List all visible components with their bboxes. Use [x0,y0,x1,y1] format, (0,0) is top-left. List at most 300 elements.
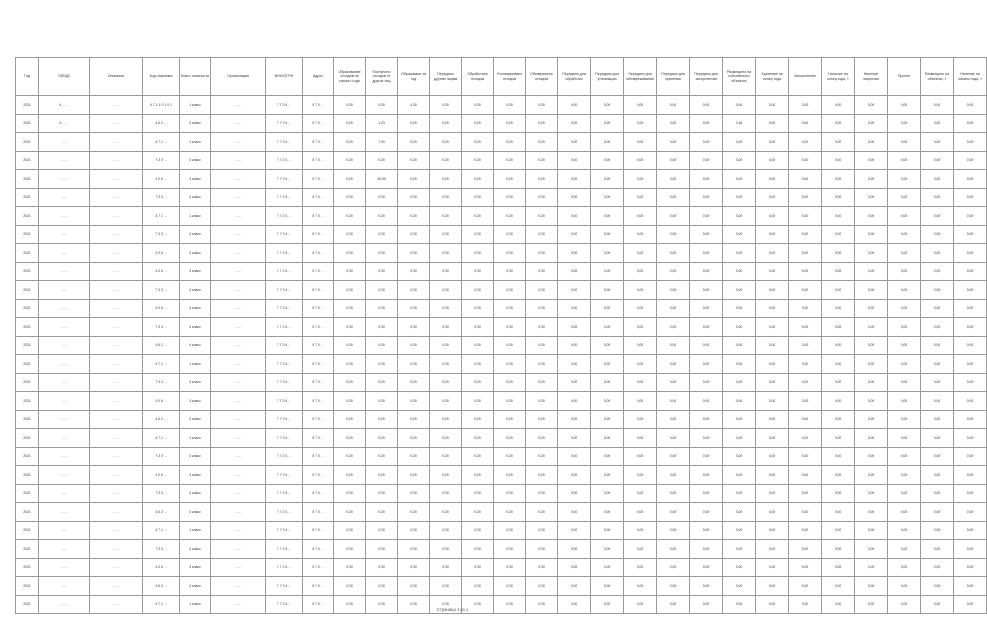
table-cell: 2021 [16,410,39,429]
table-cell: 0,00 [398,188,430,207]
table-cell: 4 7 1 ... [143,521,180,540]
table-cell: 0,00 [888,503,921,522]
table-cell: 4 класс [180,336,211,355]
table-cell: ... ... [39,225,90,244]
table-cell: 5 7 0 ... [303,281,334,300]
table-cell: 0,00 [921,373,954,392]
column-header: Описание [90,58,143,96]
table-cell: 0,00 [334,521,366,540]
table-cell: 7 7 0 4 ... [266,262,303,281]
table-cell: ... ... [211,225,266,244]
table-cell: 0,00 [657,133,690,152]
table-cell: ... ... [39,207,90,226]
table-cell: 0,00 [526,595,558,614]
table-cell: 7 3 3 ... [143,318,180,337]
table-cell: 3 класс [180,466,211,485]
column-header: Передано другим лицам [430,58,462,96]
table-cell: 0,00 [334,133,366,152]
table-cell: ... ... [39,373,90,392]
table-cell: 0,00 [690,244,723,263]
table-cell: 7 7 0 4 ... [266,503,303,522]
table-row [16,151,987,170]
table-cell: 0,00 [398,299,430,318]
table-cell: ... ... [211,188,266,207]
table-cell: 0,00 [657,281,690,300]
table-cell: 0,00 [723,410,756,429]
table-cell: 0,00 [494,558,526,577]
table-cell: 0,00 [494,281,526,300]
table-cell: 0,00 [657,262,690,281]
table-cell: 0,00 [921,207,954,226]
table-cell: 0,00 [526,114,558,133]
table-cell: 0,00 [954,299,987,318]
table-cell: 0,00 [494,170,526,189]
table-cell: 0,00 [921,577,954,596]
table-cell: 2021 [16,225,39,244]
table-cell: 0,00 [398,429,430,448]
table-cell: 0,00 [558,355,591,374]
table-cell: 0,00 [558,558,591,577]
table-cell: 0,00 [954,96,987,115]
table-cell: 0,00 [334,336,366,355]
table-cell: 0,00 [954,595,987,614]
table-cell: 0,00 [430,114,462,133]
table-cell: 0,00 [591,410,624,429]
table-cell: 0,00 [591,96,624,115]
table-cell: 0,00 [398,225,430,244]
table-row [16,558,987,577]
table-row [16,96,987,115]
table-cell: 5 7 0 ... [303,466,334,485]
table-cell: 4 7 1 ... [143,355,180,374]
table-cell: 0,00 [855,151,888,170]
table-cell: 0,00 [690,170,723,189]
table-cell: 0,00 [494,188,526,207]
table-cell: 7 7 0 4 ... [266,447,303,466]
table-cell: 0,00 [334,244,366,263]
table-cell: 0,00 [462,281,494,300]
table-cell: 0,00 [855,281,888,300]
table-cell: 0,00 [723,521,756,540]
table-cell: ... ... [39,336,90,355]
table-cell: ... ... [211,281,266,300]
table-cell: 0,00 [756,447,789,466]
table-cell: ... ... [211,151,266,170]
table-cell: 5 7 0 ... [303,540,334,559]
table-cell: 0,00 [822,299,855,318]
table-cell: 0,00 [462,244,494,263]
table-cell: 7 7 0 4 ... [266,484,303,503]
table-row [16,355,987,374]
table-cell: 2021 [16,281,39,300]
table-cell: 0,00 [690,447,723,466]
table-cell: 0,00 [591,429,624,448]
table-cell: 2021 [16,447,39,466]
table-cell: 5 7 0 ... [303,207,334,226]
table-cell: 0,00 [624,114,657,133]
table-cell: ... ... [90,336,143,355]
table-cell: 0,00 [888,447,921,466]
table-cell: 0,00 [954,318,987,337]
table-cell: 0,00 [690,484,723,503]
table-cell: 0,00 [756,262,789,281]
table-cell: 0,00 [366,410,398,429]
table-cell: 4,00 [398,96,430,115]
table-cell: 0,00 [462,484,494,503]
table-cell: 0,00 [954,429,987,448]
table-cell: 5 7 0 ... [303,336,334,355]
table-cell: 4 7 1 ... [143,429,180,448]
table-cell: 0,00 [657,225,690,244]
table-cell: 0,00 [921,503,954,522]
table-cell: 7 7 0 4 ... [266,281,303,300]
table-cell: 0,00 [723,577,756,596]
table-cell: 0,00 [921,151,954,170]
table-cell: 0,00 [494,484,526,503]
table-cell: 0,00 [366,503,398,522]
table-cell: ... ... [39,355,90,374]
table-cell: 0,00 [430,447,462,466]
table-cell: 7 7 0 4 ... [266,355,303,374]
table-cell: 0,00 [494,262,526,281]
table-cell: 4 класс [180,503,211,522]
table-cell: 0,00 [398,558,430,577]
table-cell: 0,00 [430,595,462,614]
table-cell: 0,00 [789,521,822,540]
table-cell: 0,00 [462,373,494,392]
table-row [16,466,987,485]
table-cell: 5 7 0 ... [303,429,334,448]
table-cell: ... ... [211,429,266,448]
table-cell: 0,00 [398,207,430,226]
table-cell: ... ... [39,318,90,337]
table-cell: 2021 [16,558,39,577]
table-cell: 0,00 [855,188,888,207]
table-cell: ... ... [39,521,90,540]
table-cell: 0,00 [723,207,756,226]
table-cell: 0,00 [591,540,624,559]
column-header: Код описания [143,58,180,96]
table-cell: 0,00 [526,484,558,503]
table-cell: 0,00 [558,429,591,448]
table-cell: 0,00 [430,151,462,170]
table-cell: 0,00 [723,299,756,318]
table-cell: 3 класс [180,392,211,411]
table-cell: 0,00 [921,225,954,244]
table-cell: 7 3 3 ... [143,373,180,392]
table-cell: 4 класс [180,225,211,244]
table-cell: 0,00 [366,225,398,244]
table-cell: 0,00 [789,466,822,485]
table-cell: 0,00 [822,577,855,596]
table-cell: 0,00 [888,336,921,355]
table-row [16,540,987,559]
table-cell: 0,00 [526,151,558,170]
table-cell: 0,00 [366,484,398,503]
table-cell: 0,00 [558,299,591,318]
table-cell: 0,00 [494,225,526,244]
table-cell: 7 7 0 4 ... [266,466,303,485]
table-row [16,225,987,244]
table-cell: 2021 [16,207,39,226]
table-cell: 0,00 [888,281,921,300]
table-cell: 0,00 [366,299,398,318]
table-cell: 0,00 [398,540,430,559]
table-cell: 0,00 [657,595,690,614]
table-cell: 0,00 [690,540,723,559]
table-cell: 0,00 [334,262,366,281]
table-cell: 4 класс [180,281,211,300]
table-cell: 0,00 [526,503,558,522]
table-cell: ... ... [211,392,266,411]
table-cell: 0,00 [723,373,756,392]
table-cell: 0,00 [494,244,526,263]
table-cell: 0,00 [591,484,624,503]
table-cell: 5 7 0 ... [303,188,334,207]
table-cell: 0,00 [921,281,954,300]
table-cell: 0,00 [822,170,855,189]
table-cell: ... ... [211,170,266,189]
table-cell: 0,00 [690,299,723,318]
table-cell: 0,00 [591,558,624,577]
table-cell: 0,00 [789,503,822,522]
table-cell: 0,00 [954,484,987,503]
table-cell: 0,00 [398,521,430,540]
table-cell: 0,00 [558,503,591,522]
table-cell: 0,00 [462,429,494,448]
table-cell: 0,00 [921,484,954,503]
table-cell: 0,00 [756,392,789,411]
table-cell: ... ... [211,133,266,152]
table-cell: 7 7 0 4 ... [266,429,303,448]
table-row [16,392,987,411]
table-cell: 0,00 [591,262,624,281]
table-cell: 3 класс [180,262,211,281]
table-cell: 0,00 [494,336,526,355]
table-cell: 0,00 [954,188,987,207]
table-cell: 0,00 [526,170,558,189]
table-cell: 0,00 [822,484,855,503]
table-cell: 0,00 [462,188,494,207]
table-cell: 0,00 [723,558,756,577]
table-cell: 5 7 0 ... [303,595,334,614]
table-cell: 0,00 [494,466,526,485]
table-cell: 0,00 [723,244,756,263]
table-cell: 2021 [16,96,39,115]
table-cell: 0,00 [789,244,822,263]
table-cell: 0,00 [558,114,591,133]
table-cell: 0,00 [756,577,789,596]
table-cell: 0,00 [954,114,987,133]
column-header: Наличие на начало года, т [954,58,987,96]
table-cell: 0,00 [789,133,822,152]
table-cell: 0,00 [888,170,921,189]
table-cell: 0,00 [624,299,657,318]
table-cell: 0,00 [526,188,558,207]
table-cell: 1 класс [180,595,211,614]
table-cell: 0,00 [789,410,822,429]
table-cell: 0,00 [334,466,366,485]
table-cell: 0,00 [558,595,591,614]
table-cell: 0,00 [789,540,822,559]
table-row [16,577,987,596]
column-header: Размещено на собственных объектах [723,58,756,96]
table-cell: 0,00 [430,244,462,263]
table-cell: 0,00 [822,225,855,244]
table-cell: 0,00 [526,558,558,577]
table-cell: 0,00 [822,410,855,429]
table-cell: 0,00 [624,503,657,522]
table-cell: 5 7 0 ... [303,577,334,596]
table-cell: 0,00 [789,336,822,355]
table-cell: 0,00 [624,225,657,244]
column-header: ИНН/ОГРН [266,58,303,96]
table-row [16,188,987,207]
table-cell: 0,00 [591,595,624,614]
table-cell: ... ... [90,170,143,189]
table-cell: 0,00 [334,410,366,429]
table-cell: 0,00 [954,558,987,577]
table-cell: 0,00 [657,503,690,522]
table-cell: 4 6 2 ... [143,114,180,133]
table-cell: 0,00 [334,225,366,244]
table-cell: 2,45 [723,114,756,133]
table-cell: ... ... [211,207,266,226]
table-cell: ... ... [39,170,90,189]
table-cell: 5 7 0 ... [303,133,334,152]
table-cell: ... ... [39,429,90,448]
table-cell: 0,00 [954,577,987,596]
table-cell: 0,00 [888,540,921,559]
table-cell: 0,00 [398,170,430,189]
table-cell: 0,00 [558,96,591,115]
table-row [16,114,987,133]
table-cell: 7 3 3 ... [143,188,180,207]
table-cell: 0,00 [723,188,756,207]
column-header: Наличие на конец года, т [822,58,855,96]
table-cell: 0,00 [921,429,954,448]
table-cell: 0,00 [430,336,462,355]
table-cell: 0,00 [690,429,723,448]
table-cell: 0,00 [954,503,987,522]
column-header: Передано для утилизации [591,58,624,96]
table-cell: 0,00 [624,207,657,226]
table-cell: 0,00 [657,429,690,448]
table-cell: 0,00 [888,318,921,337]
table-cell: 0,00 [855,318,888,337]
table-cell: 0,00 [657,484,690,503]
table-cell: 0,00 [888,188,921,207]
table-cell: 0,00 [888,355,921,374]
table-cell: ... ... [211,521,266,540]
table-cell: ... ... [211,336,266,355]
table-cell: 0,00 [657,336,690,355]
table-cell: 0,00 [723,466,756,485]
table-cell: 0,00 [624,170,657,189]
table-cell: ... ... [39,558,90,577]
table-cell: 0,00 [723,355,756,374]
table-cell: 5 7 0 ... [303,262,334,281]
table-cell: 0,00 [430,281,462,300]
table-cell: 0,00 [855,410,888,429]
table-cell: 0,00 [723,336,756,355]
table-cell: 0,00 [462,595,494,614]
table-cell: 0,00 [855,299,888,318]
table-row [16,336,987,355]
table-cell: 0,00 [822,318,855,337]
table-cell: 0,00 [888,299,921,318]
table-cell: 0,00 [526,299,558,318]
table-cell: 1 класс [180,96,211,115]
table-cell: 5 7 0 ... [303,558,334,577]
column-header: Хранение на конец года [756,58,789,96]
table-cell: 2021 [16,336,39,355]
table-cell: 2021 [16,133,39,152]
table-cell: 0,00 [855,558,888,577]
table-cell: 0,00 [398,336,430,355]
table-cell: 0,00 [624,96,657,115]
table-cell: 0,00 [558,336,591,355]
table-cell: 0,00 [334,429,366,448]
table-cell: 0,00 [822,392,855,411]
table-cell: 0,00 [822,244,855,263]
table-cell: 0,00 [756,299,789,318]
table-cell: ... ... [39,484,90,503]
table-cell: ... ... [90,521,143,540]
table-cell: 0,00 [591,170,624,189]
table-cell: 0,00 [558,133,591,152]
table-cell: 0,00 [921,133,954,152]
table-cell: 2021 [16,466,39,485]
table-cell: 5 7 0 ... [303,484,334,503]
table-cell: 7 7 0 4 ... [266,133,303,152]
table-cell: 0,00 [954,336,987,355]
table-cell: 0,00 [756,170,789,189]
table-cell: 0,00 [888,96,921,115]
table-cell: 0,00 [954,410,987,429]
table-cell: 7 7 0 4 ... [266,577,303,596]
table-cell: 0,00 [657,577,690,596]
table-cell: 0,00 [591,244,624,263]
table-cell: 0,00 [591,373,624,392]
table-cell: 2021 [16,595,39,614]
table-cell: 5 7 0 ... [303,392,334,411]
table-cell: 0,00 [526,447,558,466]
table-cell: 0,00 [494,577,526,596]
table-cell: 0,00 [398,484,430,503]
table-cell: 0,00 [690,355,723,374]
table-cell: 0,00 [430,299,462,318]
table-cell: ... ... [90,410,143,429]
table-cell: 0,00 [723,151,756,170]
table-cell: 0,00 [855,336,888,355]
table-cell: 0,00 [789,96,822,115]
table-cell: 0,00 [526,207,558,226]
table-cell: 0,00 [624,281,657,300]
table-cell: 0,00 [526,355,558,374]
table-cell: 0,00 [954,540,987,559]
table-cell: 4 класс [180,577,211,596]
table-cell: 0,00 [789,151,822,170]
table-cell: 2021 [16,114,39,133]
table-cell: 0,00 [690,521,723,540]
table-cell: 4 ... ... [39,96,90,115]
table-cell: 0,00 [657,373,690,392]
table-cell: 0,00 [430,96,462,115]
table-cell: 0,00 [430,133,462,152]
table-cell: 0,00 [690,151,723,170]
table-cell: ... ... [211,503,266,522]
